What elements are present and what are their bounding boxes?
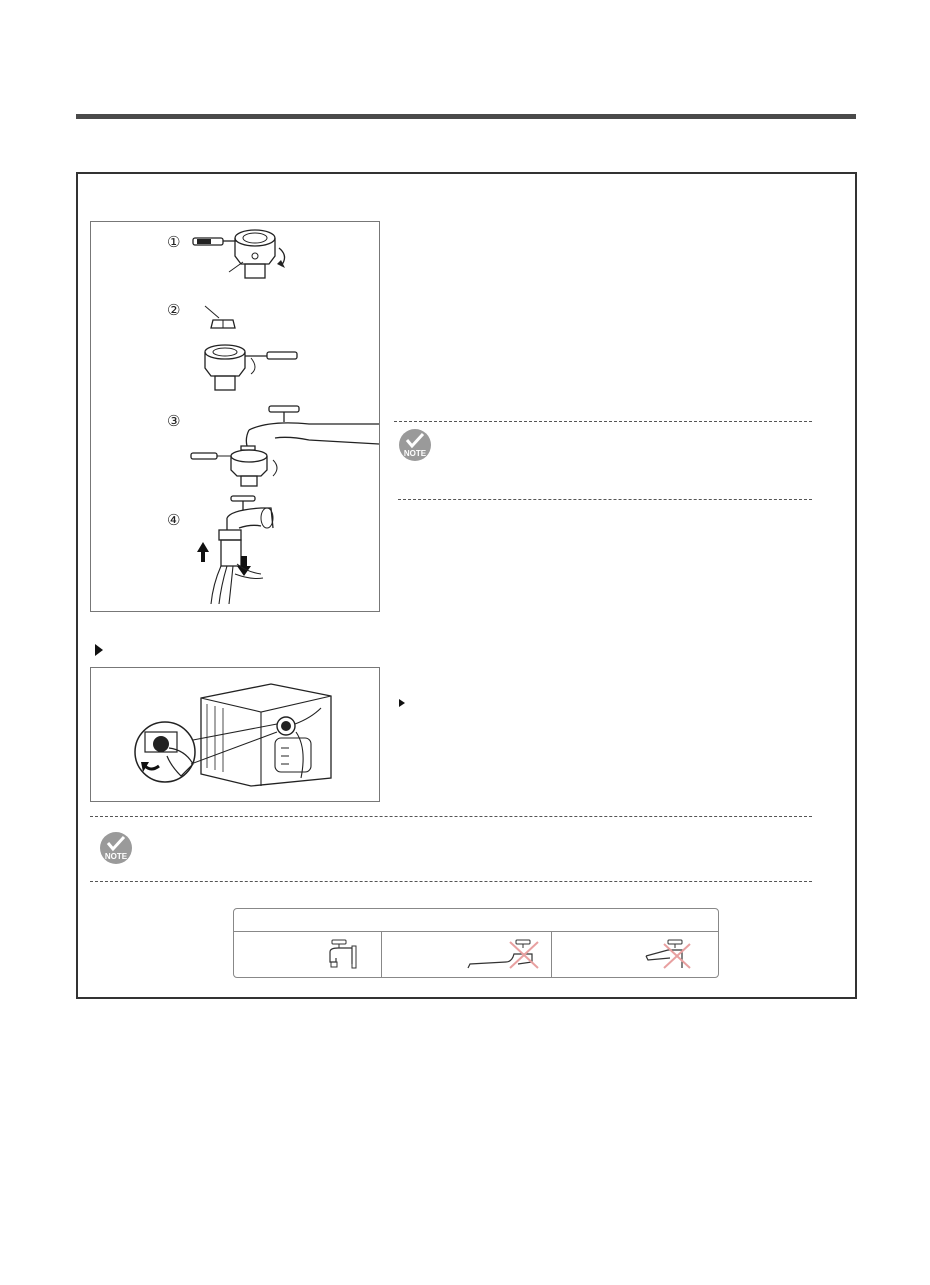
unsuitable-long-faucet-icon bbox=[466, 938, 550, 972]
note-icon-2 bbox=[99, 831, 133, 865]
washer-inlet-illustration bbox=[131, 678, 371, 796]
step-2-adapter-illustration bbox=[191, 302, 311, 402]
note-1-bottom-rule bbox=[398, 499, 812, 500]
washer-inlet-panel bbox=[90, 667, 380, 802]
step-4-number: ④ bbox=[167, 511, 181, 529]
step-4-hose-connection-illustration bbox=[191, 494, 331, 606]
note-icon-label: NOTE bbox=[403, 449, 427, 458]
step-1-number: ① bbox=[167, 233, 181, 251]
step-3-faucet-illustration bbox=[189, 400, 379, 490]
note-1-top-rule bbox=[394, 421, 812, 422]
step-3-number: ③ bbox=[167, 412, 181, 430]
step-1-adapter-illustration bbox=[189, 226, 309, 288]
step-2-number: ② bbox=[167, 301, 181, 319]
unsuitable-lever-faucet-icon bbox=[644, 938, 704, 972]
suitable-faucet-icon bbox=[326, 938, 358, 972]
section-bullet-arrow-small bbox=[399, 699, 405, 707]
header-rule bbox=[76, 114, 856, 119]
faucet-compatibility-table bbox=[233, 908, 719, 978]
note-2-bottom-rule bbox=[90, 881, 812, 882]
note-2-top-rule bbox=[90, 816, 812, 817]
faucet-cell-unsuitable-lever bbox=[551, 932, 719, 977]
section-bullet-arrow bbox=[95, 644, 103, 656]
note-icon bbox=[398, 428, 432, 462]
faucet-cell-unsuitable-long bbox=[381, 932, 552, 977]
faucet-table-header bbox=[234, 909, 718, 932]
adapter-steps-panel bbox=[90, 221, 380, 612]
note-icon-label: NOTE bbox=[104, 852, 128, 861]
faucet-cell-suitable bbox=[234, 932, 381, 977]
